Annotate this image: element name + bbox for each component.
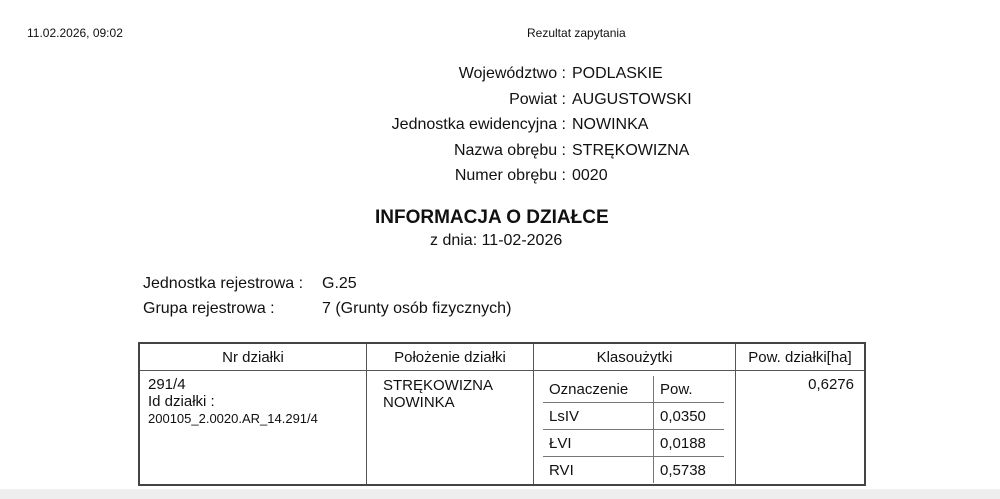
header-parcel-number: Nr działki <box>139 343 367 371</box>
page-title: INFORMACJA O DZIAŁCE <box>375 207 609 228</box>
registry-unit-value: G.25 <box>322 275 357 292</box>
land-classes-cell <box>534 371 736 486</box>
location-line-2: NOWINKA <box>383 394 455 411</box>
registry-group-value: 7 (Grunty osób fizycznych) <box>322 300 512 317</box>
parcel-number-cell <box>139 371 367 486</box>
parcel-location-cell <box>367 371 534 486</box>
class-row <box>543 403 724 430</box>
class-header-area: Pow. <box>654 376 725 403</box>
print-title: Rezultat zapytania <box>527 26 626 40</box>
unit-value: NOWINKA <box>572 116 649 133</box>
header-parcel-area: Pow. działki[ha] <box>736 343 866 371</box>
voivodeship-label: Województwo : <box>458 65 566 82</box>
land-classes-table <box>543 376 724 483</box>
precinct-name-value: STRĘKOWIZNA <box>572 142 690 159</box>
class-code: LsIV <box>543 403 654 430</box>
precinct-name-label: Nazwa obrębu : <box>453 142 566 159</box>
registry-unit-label: Jednostka rejestrowa : <box>143 275 304 292</box>
print-datetime: 11.02.2026, 09:02 <box>27 26 123 40</box>
county-label: Powiat : <box>509 91 566 108</box>
document-date: z dnia: 11-02-2026 <box>430 232 563 249</box>
parcel-table <box>138 342 866 486</box>
parcel-number: 291/4 <box>148 376 186 393</box>
registry-group-label: Grupa rejestrowa : <box>143 300 275 317</box>
parcel-area: 0,6276 <box>736 371 866 486</box>
voivodeship-value: PODLASKIE <box>572 65 663 82</box>
class-area: 0,5738 <box>654 457 725 484</box>
class-row <box>543 457 724 484</box>
unit-label: Jednostka ewidencyjna : <box>391 116 566 133</box>
table-row <box>139 371 865 486</box>
header-land-classes: Klasoużytki <box>534 343 736 371</box>
parcel-id-label: Id działki : <box>148 393 215 410</box>
precinct-number-label: Numer obrębu : <box>454 167 566 184</box>
header-parcel-location: Położenie działki <box>367 343 534 371</box>
class-area: 0,0350 <box>654 403 725 430</box>
class-area: 0,0188 <box>654 430 725 457</box>
county-value: AUGUSTOWSKI <box>572 91 692 108</box>
class-code: RVI <box>549 461 574 479</box>
location-line-1: STRĘKOWIZNA <box>383 377 494 394</box>
class-row <box>543 430 724 457</box>
class-header-code: Oznaczenie <box>543 376 654 403</box>
precinct-number-value: 0020 <box>572 167 608 184</box>
table-header-row <box>139 343 865 371</box>
parcel-id-value: 200105_2.0020.AR_14.291/4 <box>148 411 318 426</box>
page-bottom-edge <box>0 489 1000 499</box>
class-code: ŁVI <box>543 430 654 457</box>
